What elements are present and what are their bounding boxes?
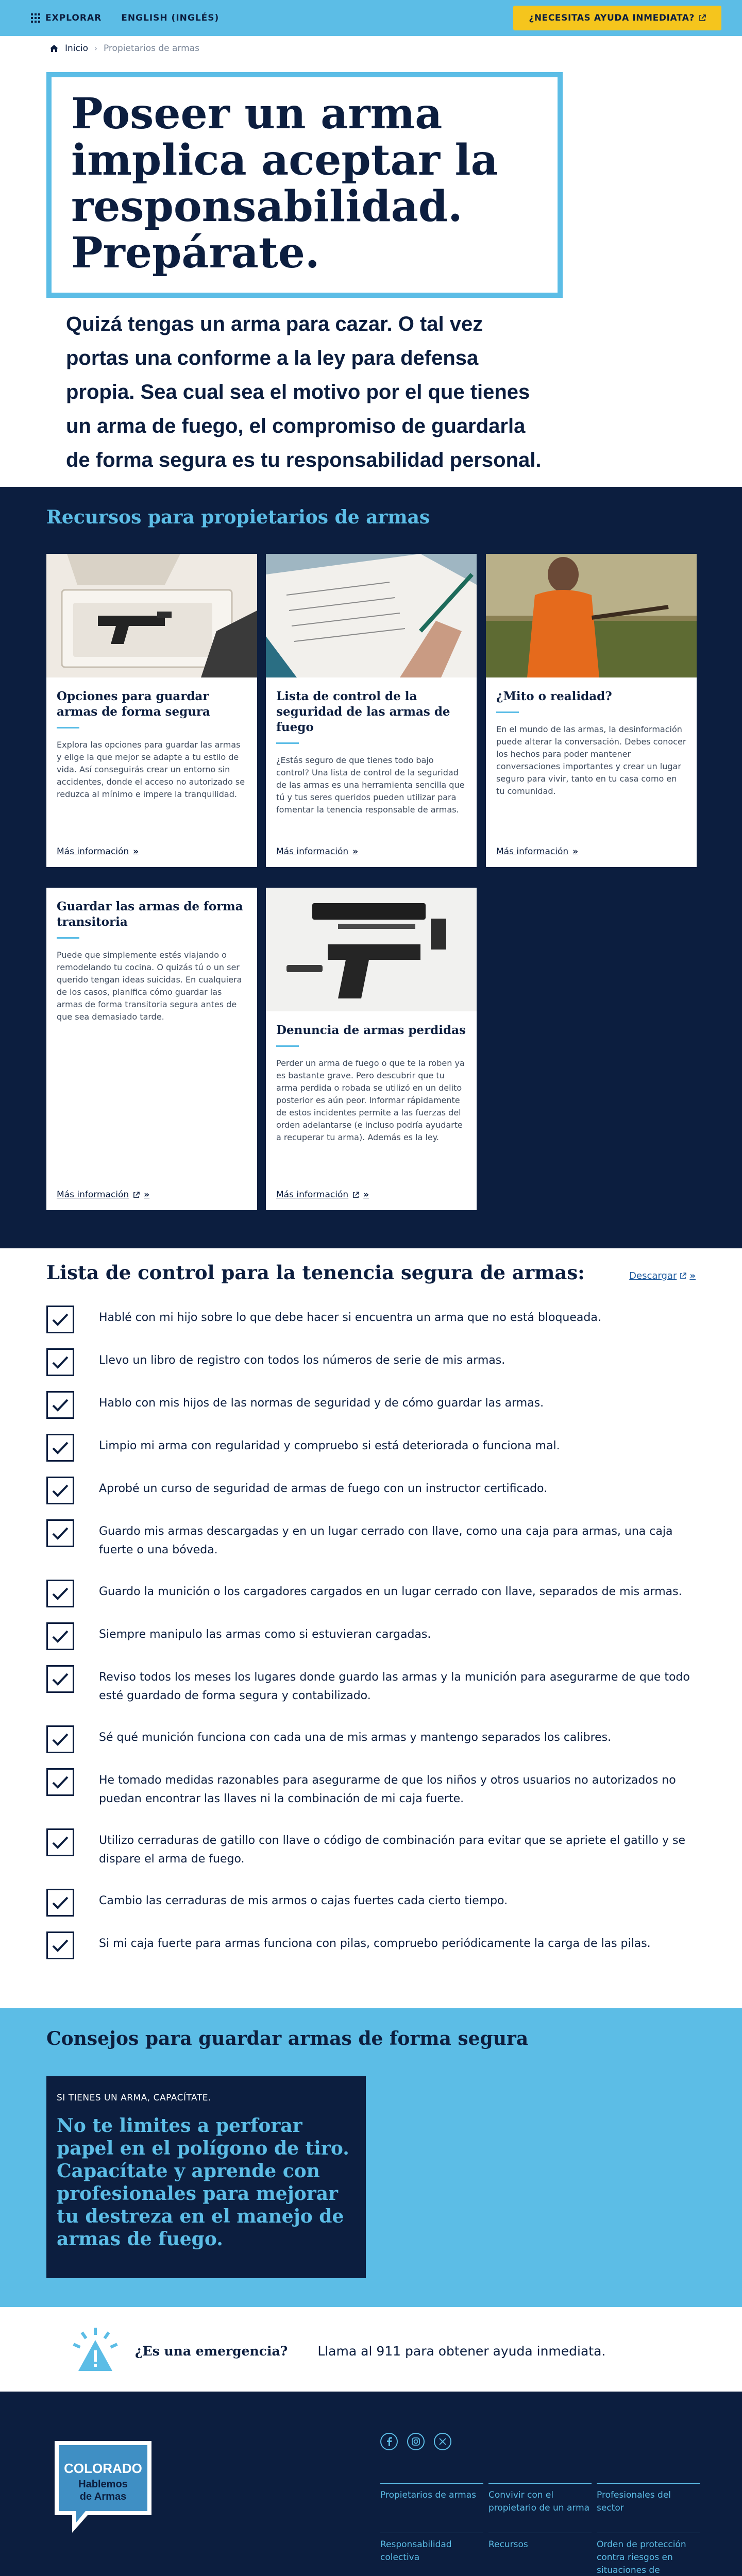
more-info-link[interactable] — [496, 846, 578, 857]
checkbox-checked[interactable] — [46, 1725, 74, 1753]
checklist-item[interactable] — [46, 1931, 696, 1959]
card-divider — [276, 1045, 299, 1047]
emergency-banner — [72, 2326, 690, 2376]
card-text: Perder un arma de fuego o que te la roben ya es bastante grave. Pero descubrir que tu arma perdida o robada se utilizó en un delito posterior es aún peor. Informar rápidamente de estos incidentes permite a las fuerzas del orden adelantarse (e incluso podría ayudarte a recuperar tu arma). Además es la ley. — [276, 1058, 465, 1142]
card-text: Explora las opciones para guardar las armas y elige la que mejor se adapte a tu estilo de vida. Así conseguirás crear un entorno sin accidentes, donde el acceso no autorizado se reduzca al mínimo e impere la tranquilidad. — [57, 740, 245, 799]
external-link-icon — [352, 1192, 359, 1198]
card-text: Puede que simplemente estés viajando o remodelando tu cocina. O quizás tú o un ser querido tengan ideas suicidas. En cualquiera de los casos, planifica cómo guardar las armas de forma transitoria segura antes de que sea demasiado tarde. — [57, 950, 242, 1022]
checkmark-icon — [52, 1483, 69, 1498]
more-info-label: Más información — [276, 846, 349, 857]
double-chevron-right-icon: » — [689, 1270, 696, 1281]
checklist-item[interactable] — [46, 1434, 696, 1462]
card-text: En el mundo de las armas, la desinformación puede alterar la conversación. Debes conocer los hechos para poder mantener conversaciones importantes y crear un lugar seguro para vivir, tanto en tu casa como en tu comunidad. — [496, 724, 686, 796]
card-title: Opciones para guardar armas de forma segura — [57, 689, 210, 719]
home-icon — [49, 44, 59, 53]
logo-line3: de Armas — [79, 2491, 127, 2502]
checklist-item-text: Utilizo cerraduras de gatillo con llave o código de combinación para evitar que se apriete el gatillo y se dispare el arma de fuego. — [99, 1834, 685, 1866]
card-divider — [276, 742, 299, 744]
help-label: ¿NECESITAS AYUDA INMEDIATA? — [529, 13, 695, 23]
checklist-item[interactable] — [46, 1348, 696, 1376]
card-divider — [57, 727, 79, 728]
checkmark-icon — [52, 1775, 69, 1789]
emergency-text: Llama al 911 para obtener ayuda inmediata. — [317, 2343, 606, 2359]
hero-title-box — [46, 72, 563, 298]
checklist-item[interactable] — [46, 1665, 696, 1705]
checkbox-checked[interactable] — [46, 1306, 74, 1333]
double-chevron-right-icon: » — [363, 1190, 369, 1200]
resource-card-checklist[interactable] — [266, 554, 477, 867]
footer-link[interactable]: Propietarios de armas — [380, 2483, 483, 2502]
footer-link[interactable]: Recursos — [488, 2533, 592, 2551]
more-info-label: Más información — [57, 846, 129, 857]
checklist-item[interactable] — [46, 1580, 696, 1607]
double-chevron-right-icon: » — [133, 846, 139, 857]
resource-card-safe-storage[interactable] — [46, 554, 257, 867]
resource-card-lost-guns[interactable] — [266, 888, 477, 1210]
checklist-item-text: Guardo la munición o los cargadores cargados en un lugar cerrado con llave, separados de mis armas. — [99, 1585, 682, 1598]
checklist-item-text: Sé qué munición funciona con cada una de mis armas y mantengo separados los calibres. — [99, 1731, 612, 1744]
checklist-item[interactable] — [46, 1519, 696, 1560]
checkbox-checked[interactable] — [46, 1828, 74, 1856]
card-divider — [496, 711, 519, 713]
more-info-link[interactable] — [276, 846, 358, 857]
safe-storage-image — [46, 554, 257, 677]
checkbox-checked[interactable] — [46, 1477, 74, 1504]
checkbox-checked[interactable] — [46, 1434, 74, 1462]
checkmark-icon — [52, 1398, 69, 1412]
checklist-item[interactable] — [46, 1622, 696, 1650]
checkmark-icon — [52, 1440, 69, 1455]
footer-link[interactable]: Responsabilidad colectiva — [380, 2533, 483, 2564]
footer — [0, 2392, 742, 2576]
checkmark-icon — [52, 1629, 69, 1643]
checkmark-icon — [52, 1895, 69, 1910]
facebook-icon[interactable] — [380, 2433, 398, 2450]
more-info-link[interactable] — [57, 1190, 149, 1200]
tip-kicker: SI TIENES UN ARMA, CAPACÍTATE. — [57, 2093, 211, 2103]
explore-label: EXPLORAR — [45, 13, 102, 23]
card-divider — [57, 937, 79, 939]
double-chevron-right-icon: » — [572, 846, 579, 857]
language-label: ENGLISH (INGLÉS) — [121, 13, 220, 23]
page-title: Poseer un arma implica aceptar la responsabilidad. Prepárate. — [71, 89, 498, 278]
resources-title: Recursos para propietarios de armas — [46, 506, 430, 528]
footer-link[interactable]: Profesionales del sector — [597, 2483, 700, 2515]
logo-line2: Hablemos — [78, 2479, 128, 2490]
card-title: Denuncia de armas perdidas — [276, 1023, 466, 1037]
double-chevron-right-icon: » — [352, 846, 359, 857]
checkmark-icon — [52, 1938, 69, 1953]
breadcrumb-separator-icon: › — [94, 44, 97, 53]
x-twitter-icon[interactable] — [434, 2433, 451, 2450]
checklist-item-text: Hablé con mi hijo sobre lo que debe hacer si encuentra un arma que no está bloqueada. — [99, 1311, 601, 1324]
checkmark-icon — [52, 1732, 69, 1747]
checkmark-icon — [52, 1526, 69, 1540]
card-title: Lista de control de la seguridad de las armas de fuego — [276, 689, 450, 734]
checkbox-checked[interactable] — [46, 1889, 74, 1917]
checkbox-checked[interactable] — [46, 1391, 74, 1419]
more-info-label: Más información — [57, 1190, 129, 1200]
checkmark-icon — [52, 1835, 69, 1850]
checklist-item[interactable] — [46, 1306, 696, 1333]
checklist-item[interactable] — [46, 1889, 696, 1917]
checklist-item[interactable] — [46, 1828, 696, 1869]
resource-card-temporary-storage[interactable] — [46, 888, 257, 1210]
instagram-icon[interactable] — [407, 2433, 425, 2450]
immediate-help-button[interactable] — [513, 6, 721, 30]
tips-title: Consejos para guardar armas de forma segura — [46, 2028, 529, 2049]
checkmark-icon — [52, 1355, 69, 1369]
grid-menu-icon — [31, 13, 40, 23]
hunter-image — [486, 554, 697, 677]
checkbox-checked[interactable] — [46, 1931, 74, 1959]
card-text: ¿Estás seguro de que tienes todo bajo control? Una lista de control de la seguridad de las armas es una herramienta sencilla que tú y tus seres queridos pueden utilizar para fomentar la tenencia responsable de armas. — [276, 755, 465, 815]
top-bar — [0, 0, 742, 36]
breadcrumb-home-link[interactable]: Inicio — [65, 43, 88, 54]
checkbox-checked[interactable] — [46, 1519, 74, 1547]
checkmark-icon — [52, 1586, 69, 1601]
checklist-item[interactable] — [46, 1477, 696, 1504]
checklist-item-text: He tomado medidas razonables para asegurarme de que los niños y otros usuarios no autorizados no puedan encontrar las llaves ni la combinación de mi caja fuerte. — [99, 1774, 676, 1805]
language-toggle-link[interactable] — [121, 13, 219, 23]
checklist-image — [266, 554, 477, 677]
tip-body: No te limites a perforar papel en el polígono de tiro. Capacítate y aprende con profesionales para mejorar tu destreza en el manejo de armas de fuego. — [57, 2115, 349, 2250]
double-chevron-right-icon: » — [144, 1190, 150, 1200]
checkbox-checked[interactable] — [46, 1665, 74, 1693]
breadcrumb-current: Propietarios de armas — [103, 43, 199, 54]
checklist-item-text: Guardo mis armas descargadas y en un lugar cerrado con llave, como una caja para armas, una caja fuerte o una bóveda. — [99, 1525, 673, 1556]
checkbox-checked[interactable] — [46, 1348, 74, 1376]
download-label: Descargar — [629, 1270, 677, 1281]
checkbox-checked[interactable] — [46, 1768, 74, 1796]
more-info-link[interactable] — [276, 1190, 369, 1200]
hero-subtitle: Quizá tengas un arma para cazar. O tal vez portas una conforme a la ley para defensa propia. Sea cual sea el motivo por el que tienes un arma de fuego, el compromiso de guardarla de forma segura es tu responsabilidad personal. — [66, 313, 542, 471]
emergency-alert-icon — [72, 2328, 119, 2374]
card-title: ¿Mito o realidad? — [496, 689, 612, 703]
checklist-item-text: Cambio las cerraduras de mis armos o cajas fuertes cada cierto tiempo. — [99, 1894, 508, 1907]
card-title: Guardar las armas de forma transitoria — [57, 900, 243, 929]
resource-card-myth-fact[interactable] — [486, 554, 697, 867]
more-info-label: Más información — [496, 846, 569, 857]
checklist-item-text: Aprobé un curso de seguridad de armas de fuego con un instructor certificado. — [99, 1482, 548, 1495]
external-link-icon — [680, 1273, 686, 1279]
checklist-item[interactable] — [46, 1768, 696, 1808]
logo-line1: COLORADO — [64, 2461, 142, 2476]
external-link-icon — [133, 1192, 140, 1198]
checklist-item-text: Limpio mi arma con regularidad y compruebo si está deteriorada o funciona mal. — [99, 1439, 560, 1452]
checklist-item-text: Siempre manipulo las armas como si estuvieran cargadas. — [99, 1628, 431, 1641]
resources-section — [0, 487, 742, 1248]
explore-menu-button[interactable] — [31, 13, 102, 23]
site-logo[interactable] — [52, 2438, 155, 2538]
checklist-item-text: Hablo con mis hijos de las normas de seguridad y de cómo guardar las armas. — [99, 1397, 544, 1410]
external-link-icon — [699, 14, 706, 22]
checklist-item-text: Reviso todos los meses los lugares donde guardo las armas y la munición para asegurarme de que todo esté guardado de forma segura y contabilizado. — [99, 1671, 690, 1702]
tips-section — [0, 2008, 742, 2307]
pistol-parts-image — [266, 888, 477, 1011]
checklist-item[interactable] — [46, 1391, 696, 1419]
footer-link[interactable]: Convivir con el propietario de un arma — [488, 2483, 592, 2515]
breadcrumb — [0, 36, 742, 61]
social-links — [380, 2433, 451, 2450]
download-link[interactable] — [629, 1270, 696, 1281]
more-info-label: Más información — [276, 1190, 349, 1200]
checkmark-icon — [52, 1312, 69, 1327]
checkbox-checked[interactable] — [46, 1580, 74, 1607]
emergency-label: ¿Es una emergencia? — [135, 2343, 288, 2359]
tip-card — [46, 2076, 366, 2278]
checkmark-icon — [52, 1672, 69, 1686]
checkbox-checked[interactable] — [46, 1622, 74, 1650]
more-info-link[interactable] — [57, 846, 139, 857]
checklist-title: Lista de control para la tenencia segura de armas: — [46, 1261, 585, 1284]
checklist-item[interactable] — [46, 1725, 696, 1753]
footer-link[interactable]: Orden de protección contra riesgos en situaciones de — [597, 2533, 700, 2576]
checklist-item-text: Si mi caja fuerte para armas funciona con pilas, compruebo periódicamente la carga de las pilas. — [99, 1937, 651, 1950]
checklist-item-text: Llevo un libro de registro con todos los números de serie de mis armas. — [99, 1354, 505, 1367]
